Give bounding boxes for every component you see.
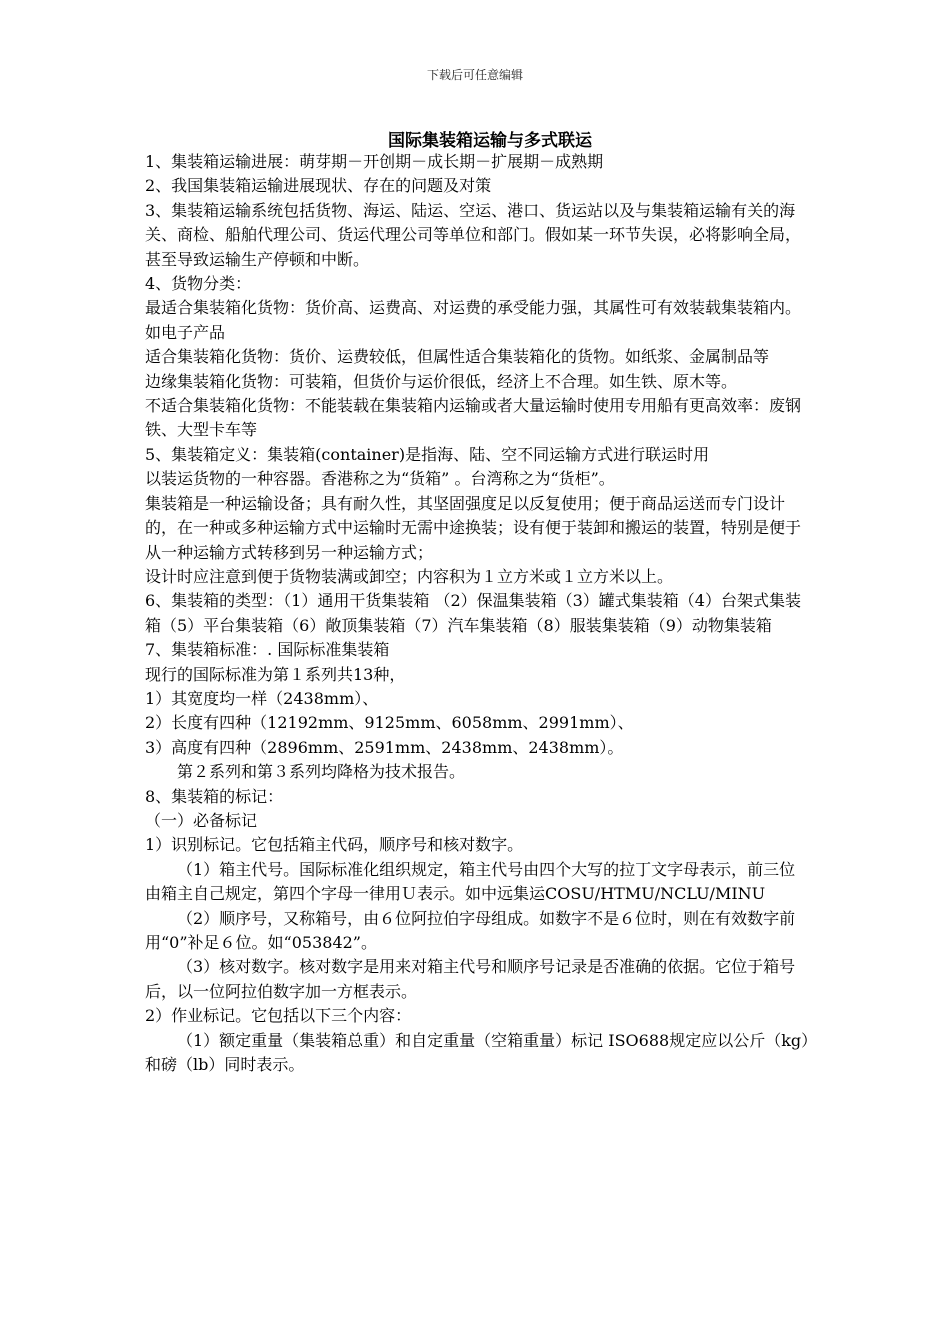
paragraph: 4、货物分类： xyxy=(145,274,252,294)
paragraph: 7、集装箱标准：. 国际标准集装箱 xyxy=(145,640,390,660)
paragraph: 适合集装箱化货物：货价、运费较低，但属性适合集装箱化的货物。如纸浆、金属制品等 xyxy=(145,347,770,367)
paragraph: 现行的国际标准为第１系列共13种， xyxy=(145,664,406,684)
paragraph: 1、集装箱运输进展：萌芽期－开创期－成长期－扩展期－成熟期 xyxy=(145,152,604,171)
paragraph: 不适合集装箱化货物：不能装载在集装箱内运输或者大量运输时使用专用船有更高效率：废钢铁、大型卡车等 xyxy=(145,396,802,440)
paragraph: 最适合集装箱化货物：货价高、运费高、对运费的承受能力强，其属性可有效装载集装箱内。如电子产品 xyxy=(145,298,802,342)
paragraph: 2）长度有四种（12192mm、9125mm、6058mm、2991mm）、 xyxy=(145,713,634,733)
paragraph: （1）额定重量（集装箱总重）和自定重量（空箱重量）标记 ISO688规定应以公斤（kg）和磅（lb）同时表示。 xyxy=(145,1030,810,1075)
paragraph: （一）必备标记 xyxy=(145,810,258,830)
paragraph: 以装运货物的一种容器。香港称之为“货箱” 。台湾称之为“货柜”。 xyxy=(145,469,615,489)
header-note: 下载后可任意编辑 xyxy=(426,68,523,82)
paragraph: 5、集装箱定义：集装箱(container)是指海、陆、空不同运输方式进行联运时用 xyxy=(145,444,710,464)
paragraph: 6、集装箱的类型：（1）通用干货集装箱 （2）保温集装箱（3）罐式集装箱（4）台架式集装箱（5）平台集装箱（6）敞顶集装箱（7）汽车集装箱（8）服装集装箱（9）动物集装箱 xyxy=(145,591,801,635)
paragraph: 3、集装箱运输系统包括货物、海运、陆运、空运、港口、货运站以及与集装箱运输有关的海关、商检、船舶代理公司、货运代理公司等单位和部门。假如某一环节失误，必将影响全局，甚至导致运输生产停顿和中断。 xyxy=(145,200,802,269)
paragraph: 2、我国集装箱运输进展现状、存在的问题及对策 xyxy=(145,176,492,196)
paragraph: 设计时应注意到便于货物装满或卸空；内容积为１立方米或１立方米以上。 xyxy=(145,566,674,586)
paragraph: （3）核对数字。核对数字是用来对箱主代号和顺序号记录是否准确的依据。它位于箱号后，以一位阿拉伯数字加一方框表示。 xyxy=(145,957,796,1001)
paragraph: （1）箱主代号。国际标准化组织规定，箱主代号由四个大写的拉丁文字母表示，前三位由箱主自己规定，第四个字母一律用Ｕ表示。如中远集运COSU/HTMU/NCLU/MINU xyxy=(145,859,796,904)
paragraph: 1）其宽度均一样（2438mm）、 xyxy=(145,688,379,708)
paragraph: 8、集装箱的标记： xyxy=(145,786,284,806)
paragraph: 2）作业标记。它包括以下三个内容： xyxy=(145,1006,412,1026)
paragraph: 3）高度有四种（2896mm、2591mm、2438mm、2438mm）。 xyxy=(145,737,624,757)
document-body xyxy=(145,150,810,1077)
paragraph: 1）识别标记。它包括箱主代码，顺序号和核对数字。 xyxy=(145,835,524,855)
document-title: 国际集装箱运输与多式联运 xyxy=(388,131,592,151)
paragraph: 集装箱是一种运输设备；具有耐久性，其坚固强度足以反复使用；便于商品运送而专门设计的，在一种或多种运输方式中运输时无需中途换装；设有便于装卸和搬运的装置，特别是便于从一种运输方式转移到另一种运输方式； xyxy=(145,493,802,562)
paragraph: 第２系列和第３系列均降格为技术报告。 xyxy=(177,762,466,782)
paragraph: 边缘集装箱化货物：可装箱，但货价与运价很低，经济上不合理。如生铁、原木等。 xyxy=(145,371,738,391)
paragraph: （2）顺序号，又称箱号，由６位阿拉伯字母组成。如数字不是６位时，则在有效数字前用“0”补足６位。如“053842”。 xyxy=(145,908,796,952)
